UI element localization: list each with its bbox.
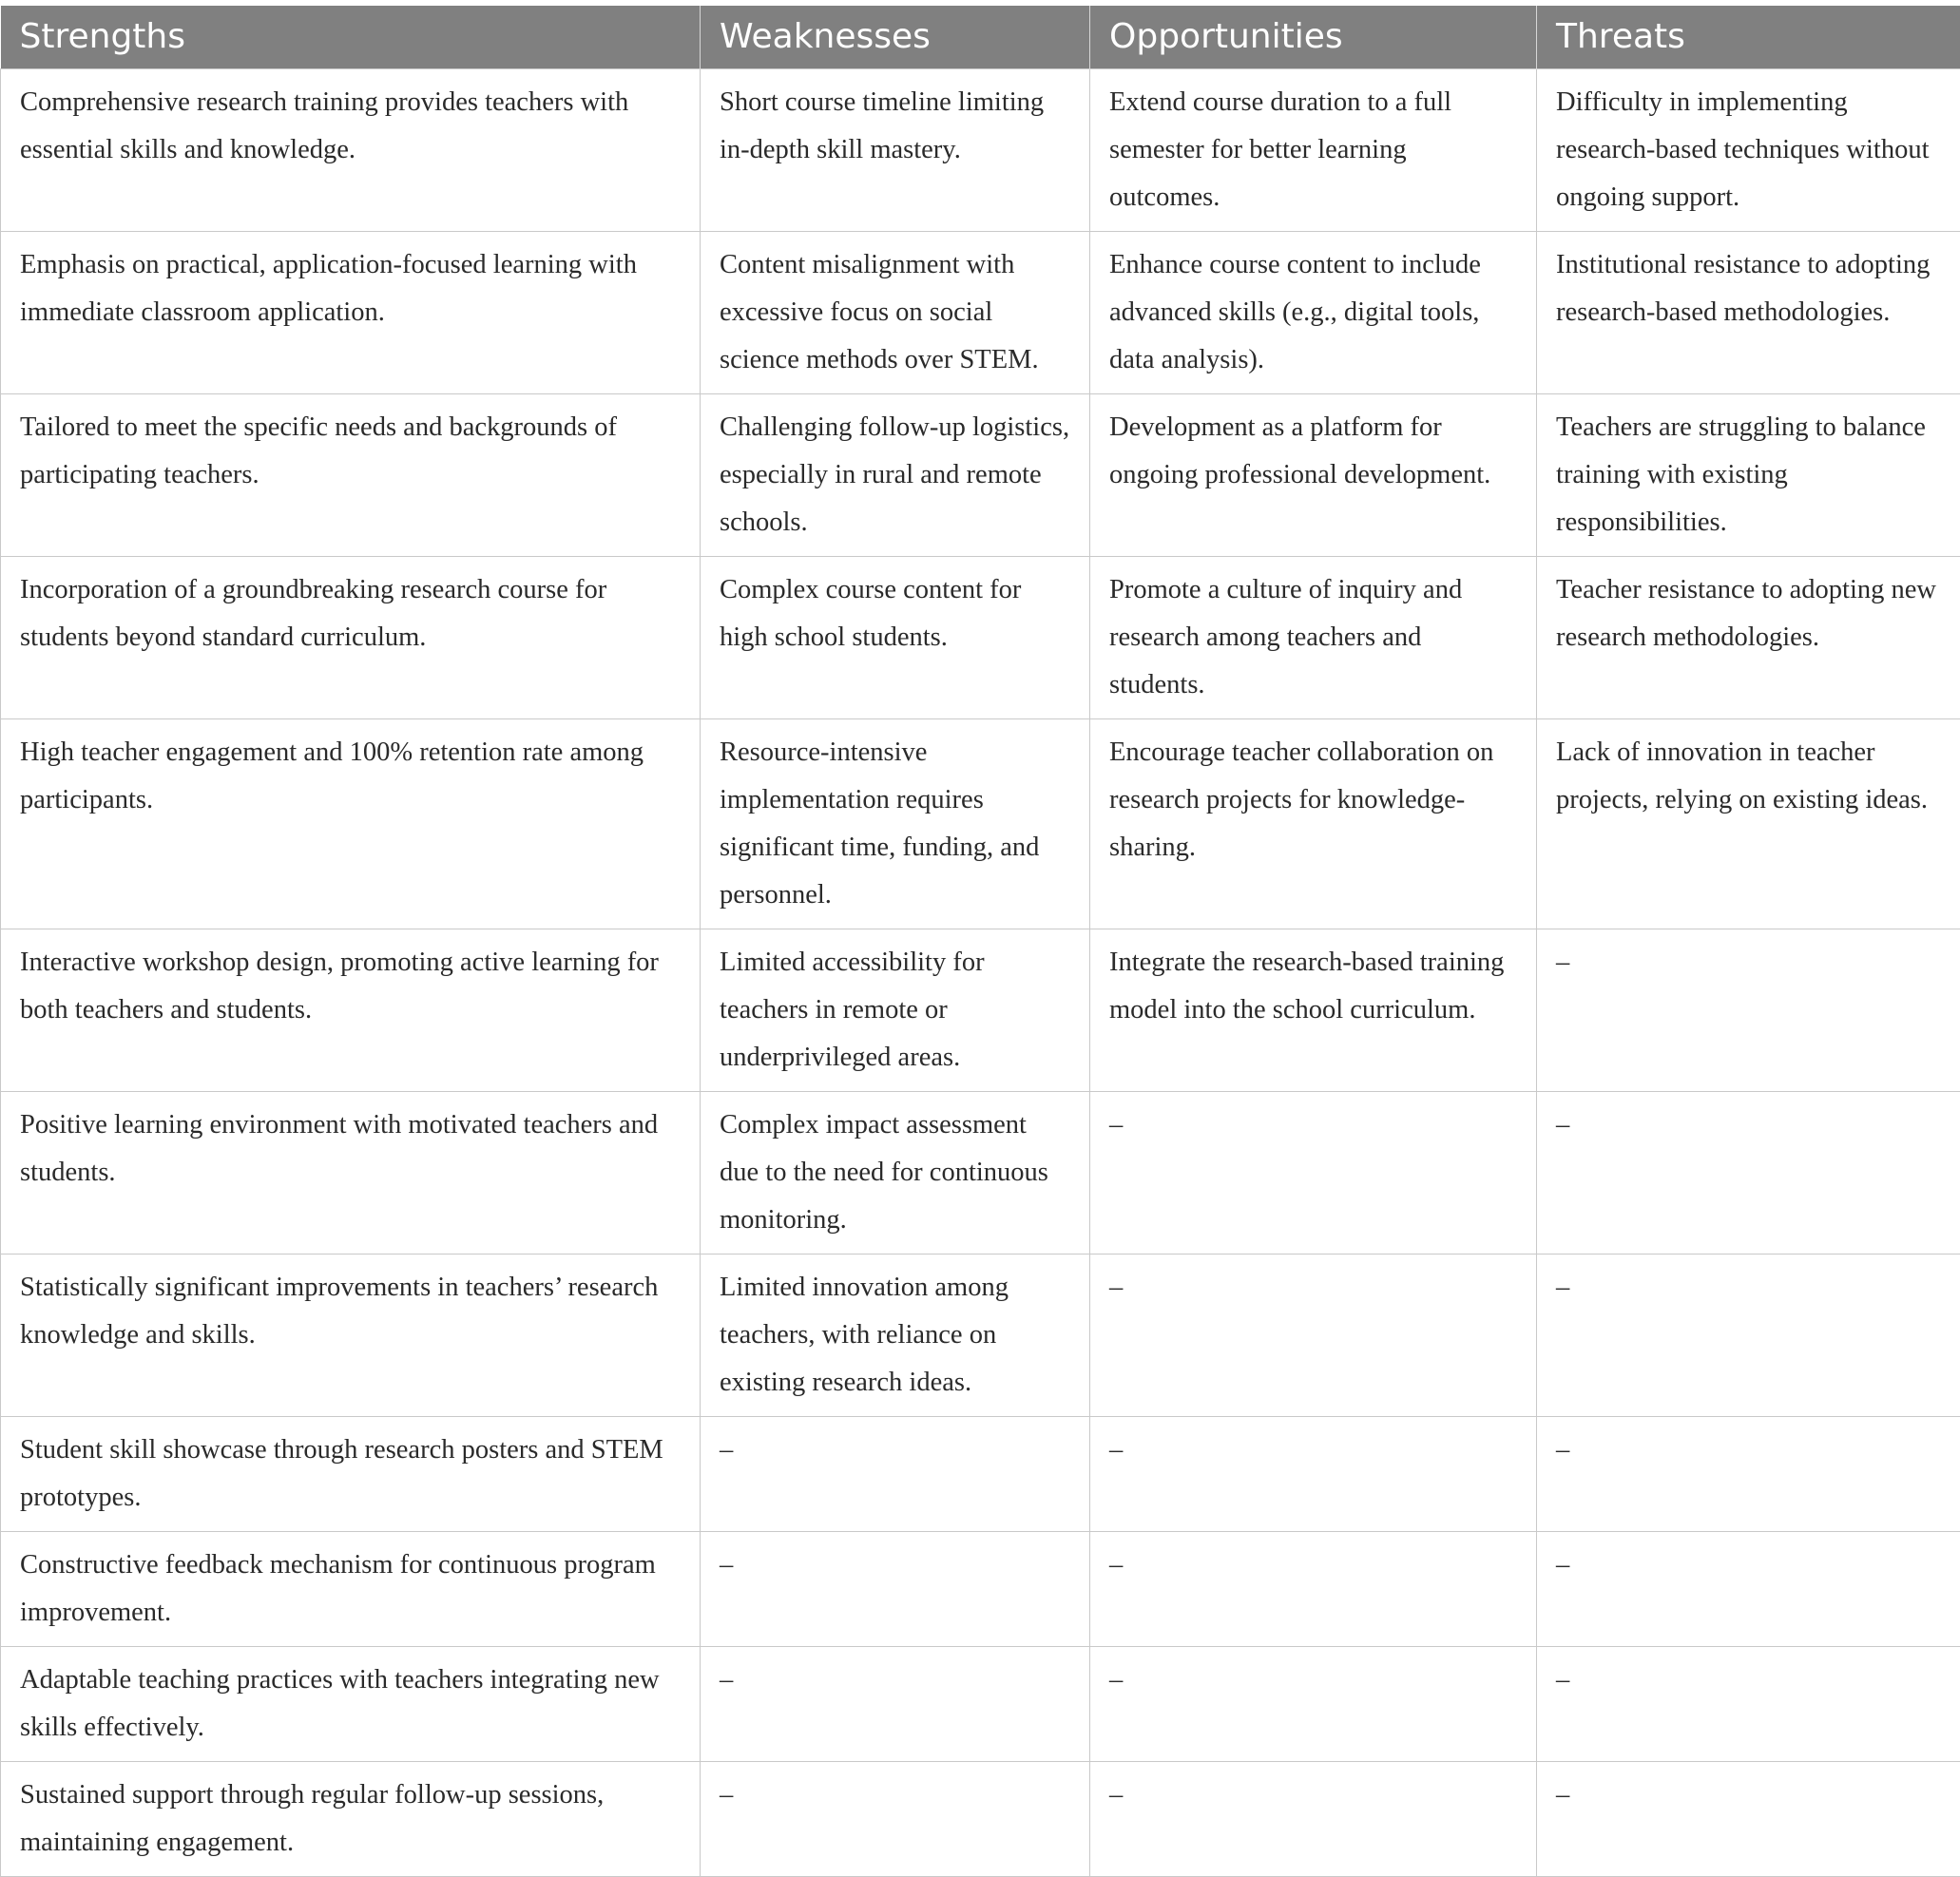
opportunity-cell: – [1090, 1646, 1537, 1761]
header-opportunities: Opportunities [1090, 6, 1537, 68]
threat-cell: Institutional resistance to adopting research-based methodologies. [1537, 231, 1960, 393]
threat-cell: – [1537, 1761, 1960, 1876]
threat-cell: Teacher resistance to adopting new research methodologies. [1537, 556, 1960, 718]
opportunity-cell: – [1090, 1091, 1537, 1254]
threat-cell: – [1537, 929, 1960, 1091]
weakness-cell: Content misalignment with excessive focus on social science methods over STEM. [701, 231, 1090, 393]
opportunity-cell: Enhance course content to include advanced skills (e.g., digital tools, data analysis). [1090, 231, 1537, 393]
strength-cell: Constructive feedback mechanism for continuous program improvement. [1, 1531, 701, 1646]
weakness-cell: – [701, 1416, 1090, 1531]
header-strengths: Strengths [1, 6, 701, 68]
opportunity-cell: Promote a culture of inquiry and research among teachers and students. [1090, 556, 1537, 718]
weakness-cell: Resource-intensive implementation requires significant time, funding, and personnel. [701, 718, 1090, 929]
opportunity-cell: Extend course duration to a full semester for better learning outcomes. [1090, 68, 1537, 231]
weakness-cell: Complex course content for high school students. [701, 556, 1090, 718]
weakness-cell: – [701, 1531, 1090, 1646]
table-row [1, 1646, 1960, 1761]
table-row [1, 929, 1960, 1091]
weakness-cell: Limited accessibility for teachers in remote or underprivileged areas. [701, 929, 1090, 1091]
opportunity-cell: Integrate the research-based training model into the school curriculum. [1090, 929, 1537, 1091]
table-row [1, 718, 1960, 929]
strength-cell: Comprehensive research training provides teachers with essential skills and knowledge. [1, 68, 701, 231]
opportunity-cell: – [1090, 1254, 1537, 1416]
weakness-cell: – [701, 1646, 1090, 1761]
strength-cell: Sustained support through regular follow-up sessions, maintaining engagement. [1, 1761, 701, 1876]
strength-cell: High teacher engagement and 100% retention rate among participants. [1, 718, 701, 929]
opportunity-cell: – [1090, 1416, 1537, 1531]
table-row [1, 1254, 1960, 1416]
threat-cell: – [1537, 1646, 1960, 1761]
strength-cell: Positive learning environment with motivated teachers and students. [1, 1091, 701, 1254]
strength-cell: Tailored to meet the specific needs and backgrounds of participating teachers. [1, 393, 701, 556]
header-row [1, 6, 1960, 68]
table-row [1, 1761, 1960, 1876]
opportunity-cell: Encourage teacher collaboration on research projects for knowledge-sharing. [1090, 718, 1537, 929]
weakness-cell: Complex impact assessment due to the need for continuous monitoring. [701, 1091, 1090, 1254]
table-row [1, 1091, 1960, 1254]
header-weaknesses: Weaknesses [701, 6, 1090, 68]
threat-cell: – [1537, 1531, 1960, 1646]
strength-cell: Adaptable teaching practices with teachers integrating new skills effectively. [1, 1646, 701, 1761]
weakness-cell: Short course timeline limiting in-depth skill mastery. [701, 68, 1090, 231]
threat-cell: – [1537, 1416, 1960, 1531]
table-row [1, 556, 1960, 718]
strength-cell: Emphasis on practical, application-focused learning with immediate classroom application. [1, 231, 701, 393]
weakness-cell: Challenging follow-up logistics, especially in rural and remote schools. [701, 393, 1090, 556]
threat-cell: – [1537, 1254, 1960, 1416]
weakness-cell: – [701, 1761, 1090, 1876]
header-threats: Threats [1537, 6, 1960, 68]
opportunity-cell: – [1090, 1761, 1537, 1876]
strength-cell: Statistically significant improvements in teachers’ research knowledge and skills. [1, 1254, 701, 1416]
strength-cell: Incorporation of a groundbreaking research course for students beyond standard curriculum. [1, 556, 701, 718]
table-row [1, 393, 1960, 556]
table-row [1, 1531, 1960, 1646]
threat-cell: Teachers are struggling to balance training with existing responsibilities. [1537, 393, 1960, 556]
strength-cell: Student skill showcase through research posters and STEM prototypes. [1, 1416, 701, 1531]
threat-cell: – [1537, 1091, 1960, 1254]
opportunity-cell: – [1090, 1531, 1537, 1646]
threat-cell: Difficulty in implementing research-based techniques without ongoing support. [1537, 68, 1960, 231]
threat-cell: Lack of innovation in teacher projects, relying on existing ideas. [1537, 718, 1960, 929]
table-row [1, 1416, 1960, 1531]
table-row [1, 231, 1960, 393]
strength-cell: Interactive workshop design, promoting active learning for both teachers and students. [1, 929, 701, 1091]
weakness-cell: Limited innovation among teachers, with reliance on existing research ideas. [701, 1254, 1090, 1416]
swot-table [0, 6, 1960, 1877]
table-row [1, 68, 1960, 231]
opportunity-cell: Development as a platform for ongoing professional development. [1090, 393, 1537, 556]
